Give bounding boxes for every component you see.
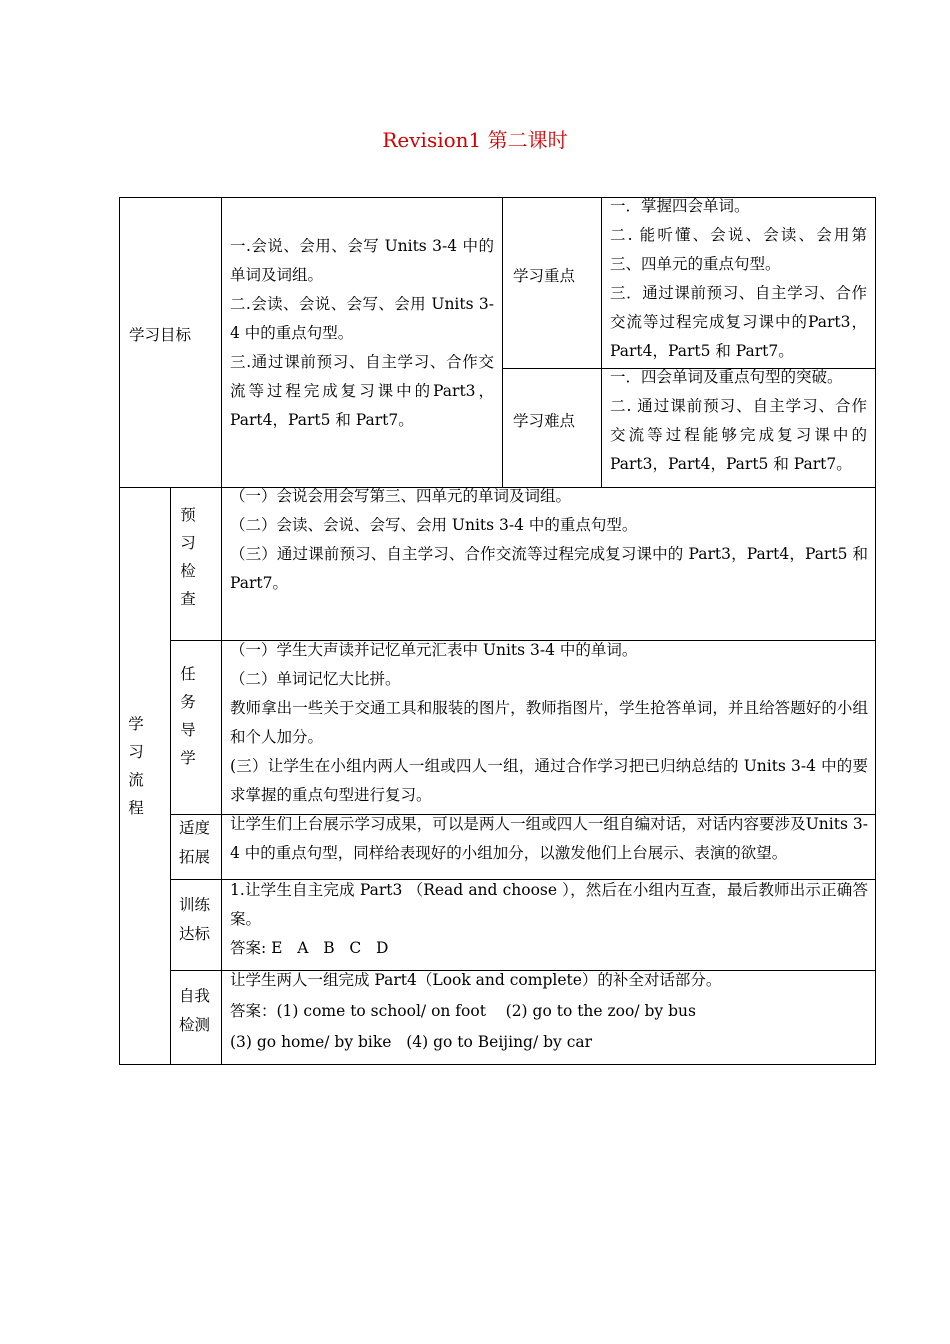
section-content-task (230, 636, 868, 810)
section-label-extension: 适度拓展 (179, 819, 211, 866)
difficult-points-label: 学习难点 (513, 412, 576, 430)
section-line: 让学生两人一组完成 Part4（Look and complete）的补全对话部分。 (230, 971, 722, 989)
key-points-content (610, 192, 867, 366)
section-line: 1.让学生自主完成 Part3 （Read and choose ），然后在小组内互查，最后教师出示正确答案。 (230, 881, 868, 928)
difficult-points-content (610, 363, 867, 479)
table-border-left (119, 197, 120, 1065)
section-line: 答案: E A B C D (230, 939, 389, 957)
objective-item: 一.会说、会用、会写 Units 3-4 中的单词及词组。 (230, 237, 494, 284)
divider (221, 487, 222, 1065)
section-line: （二）单词记忆大比拼。 (230, 670, 401, 688)
objective-item: 二.会读、会说、会写、会用 Units 3-4 中的重点句型。 (230, 295, 494, 342)
table-border-bottom (119, 1064, 876, 1065)
divider (221, 197, 222, 487)
section-line: 让学生们上台展示学习成果，可以是两人一组或四人一组自编对话，对话内容要涉及Units 3-4 中的重点句型，同样给表现好的小组加分，以激发他们上台展示、表演的欲望。 (230, 815, 868, 862)
difficult-point-item: 二. 通过课前预习、自主学习、合作交流等过程能够完成复习课中的Part3，Part4，Part5 和 Part7。 (610, 397, 867, 473)
section-line: （一）会说会用会写第三、四单元的单词及词组。 (230, 487, 572, 505)
difficult-point-item: 一．四会单词及重点句型的突破。 (610, 368, 843, 386)
section-content-extension (230, 810, 868, 868)
section-label-preview: 预习检查 (180, 506, 196, 608)
section-line: 教师拿出一些关于交通工具和服装的图片，教师指图片，学生抢答单词，并且给答题好的小组和个人加分。 (230, 699, 868, 746)
section-line: （二）会读、会说、会写、会用 Units 3-4 中的重点句型。 (230, 516, 638, 534)
section-label-task: 任务导学 (180, 665, 196, 767)
divider (601, 197, 602, 487)
divider (170, 487, 171, 1065)
section-line: (三）让学生在小组内两人一组或四人一组，通过合作学习把已归纳总结的 Units 3-4 中的要求掌握的重点句型进行复习。 (230, 757, 868, 804)
section-content-preview (230, 482, 868, 598)
objective-item: 三.通过课前预习、自主学习、合作交流等过程完成复习课中的Part3，Part4，Part5 和 Part7。 (230, 353, 494, 429)
section-line: 答案：(1) come to school/ on foot (2) go to the zoo/ by bus (230, 1002, 696, 1020)
objectives-label: 学习目标 (129, 326, 192, 344)
section-content-training (230, 876, 868, 963)
process-label: 学习流程 (128, 715, 144, 817)
divider (502, 197, 503, 487)
key-points-label: 学习重点 (513, 267, 576, 285)
section-label-self-check: 自我检测 (179, 987, 211, 1034)
section-line: （一）学生大声读并记忆单元汇表中 Units 3-4 中的单词。 (230, 641, 638, 659)
table-border-right (875, 197, 876, 1065)
key-point-item: 三．通过课前预习、自主学习、合作交流等过程完成复习课中的Part3，Part4，Part5 和 Part7。 (610, 284, 867, 360)
lesson-plan-table (119, 197, 876, 1065)
page-title: Revision1 第二课时 (382, 128, 568, 152)
section-label-training: 训练达标 (179, 896, 211, 943)
section-line: (3) go home/ by bike (4) go to Beijing/ by car (230, 1033, 593, 1051)
objectives-content (230, 232, 494, 435)
section-line: （三）通过课前预习、自主学习、合作交流等过程完成复习课中的 Part3，Part4，Part5 和Part7。 (230, 545, 868, 592)
key-point-item: 二. 能听懂、会说、会读、会用第三、四单元的重点句型。 (610, 226, 867, 273)
key-point-item: 一．掌握四会单词。 (610, 197, 750, 215)
section-content-self-check (230, 965, 868, 1058)
